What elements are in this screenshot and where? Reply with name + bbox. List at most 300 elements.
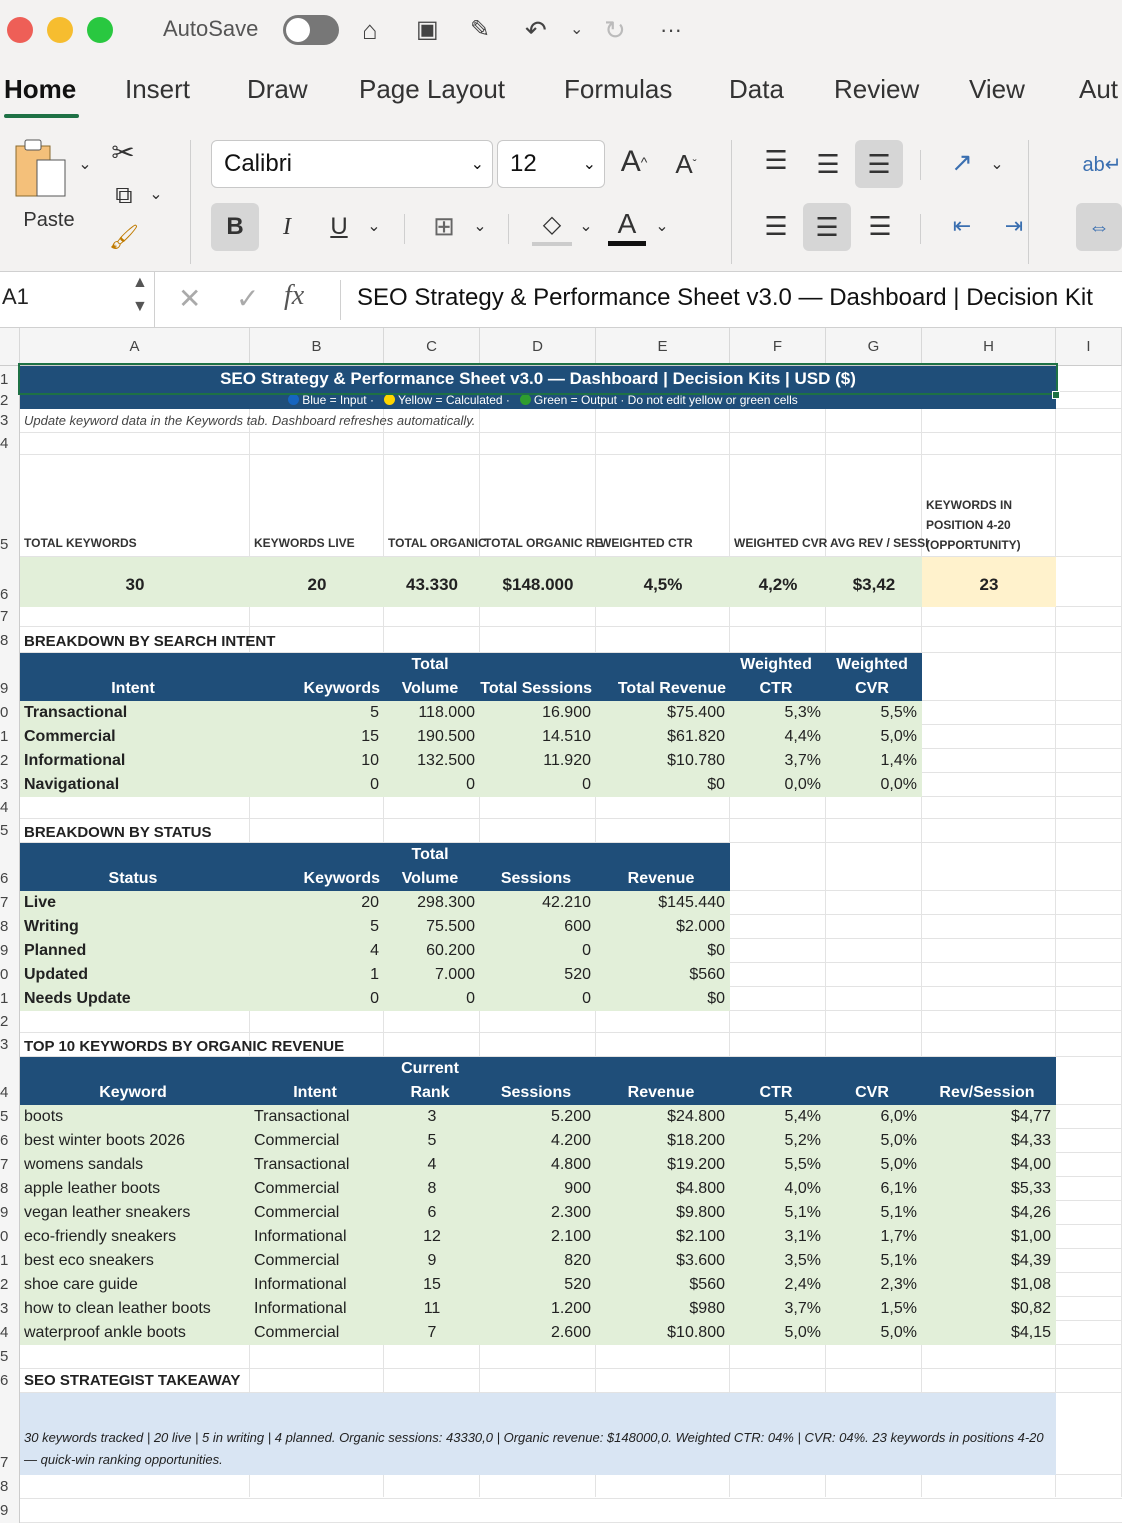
row-header[interactable]: 1 (0, 725, 20, 749)
status-cell[interactable]: $145.440 (596, 891, 730, 915)
top-cell[interactable]: best winter boots 2026 (20, 1129, 250, 1153)
cancel-icon[interactable]: ✕ (178, 283, 202, 314)
intent-header[interactable]: Total Volume (384, 653, 480, 701)
status-header[interactable]: Keywords (250, 843, 384, 891)
row-header[interactable]: 5 (0, 1105, 20, 1129)
cut-icon[interactable]: ✂ (111, 136, 135, 168)
intent-cell[interactable]: 5 (250, 701, 384, 725)
status-cell[interactable]: 4 (250, 939, 384, 963)
copy-dropdown-icon[interactable]: ⌄ (149, 186, 163, 203)
borders-dropdown-icon[interactable]: ⌄ (473, 218, 487, 235)
intent-cell[interactable]: Informational (20, 749, 250, 773)
top-cell[interactable]: 5,4% (730, 1105, 826, 1129)
row-header[interactable]: 3 (0, 1033, 20, 1057)
top-cell[interactable]: 5,1% (730, 1201, 826, 1225)
status-section-title: BREAKDOWN BY STATUS (24, 824, 212, 841)
status-cell[interactable]: Updated (20, 963, 250, 987)
name-box-stepper-down-icon[interactable]: ▼ (132, 298, 148, 315)
top-cell[interactable]: $4,33 (922, 1129, 1056, 1153)
intent-cell[interactable]: 118.000 (384, 701, 480, 725)
top-cell[interactable]: Informational (250, 1225, 384, 1249)
orientation-dropdown-icon[interactable]: ⌄ (990, 156, 1004, 173)
top-cell[interactable]: 520 (480, 1273, 596, 1297)
row-header[interactable]: 6 (0, 843, 20, 891)
row-header[interactable]: 2 (0, 749, 20, 773)
column-header-h[interactable]: H (922, 328, 1056, 366)
fill-color-icon[interactable]: ◇ (532, 206, 572, 246)
column-header-a[interactable]: A (20, 328, 250, 366)
top-cell[interactable]: 5,5% (730, 1153, 826, 1177)
formula-bar (0, 272, 1122, 328)
top-cell[interactable]: $2.100 (596, 1225, 730, 1249)
orientation-icon[interactable]: ↗ (951, 146, 973, 177)
font-name-value: Calibri (224, 150, 293, 177)
status-cell[interactable]: Live (20, 891, 250, 915)
bold-button[interactable]: B (211, 203, 259, 251)
top-cell[interactable]: $0,82 (922, 1297, 1056, 1321)
status-cell[interactable]: 520 (480, 963, 596, 987)
row-header[interactable]: 2 (0, 1273, 20, 1297)
top-cell[interactable]: Informational (250, 1273, 384, 1297)
row-header[interactable]: 6 (0, 1129, 20, 1153)
top-cell[interactable]: 1.200 (480, 1297, 596, 1321)
top-cell[interactable]: 1,5% (826, 1297, 922, 1321)
format-painter-icon[interactable]: 🖌 (108, 223, 140, 251)
top-cell[interactable]: Commercial (250, 1249, 384, 1273)
top-cell[interactable]: 11 (384, 1297, 480, 1321)
row-header[interactable]: 1 (0, 1249, 20, 1273)
row-header[interactable]: 9 (0, 939, 20, 963)
top-cell[interactable]: vegan leather sneakers (20, 1201, 250, 1225)
dashboard-title[interactable]: SEO Strategy & Performance Sheet v3.0 — Dashboard | Decision Kits | USD ($) (20, 366, 1056, 392)
column-header-g[interactable]: G (826, 328, 922, 366)
row-header[interactable]: 8 (0, 915, 20, 939)
top-cell[interactable]: Informational (250, 1297, 384, 1321)
top-cell[interactable]: $19.200 (596, 1153, 730, 1177)
row-header[interactable]: 8 (0, 1475, 20, 1499)
kpi-value[interactable]: $148.000 (480, 557, 596, 607)
top-header[interactable]: Intent (250, 1057, 384, 1105)
name-box[interactable]: A1 (2, 284, 29, 309)
column-header-d[interactable]: D (480, 328, 596, 366)
intent-section-title: BREAKDOWN BY SEARCH INTENT (24, 633, 276, 650)
intent-cell[interactable]: 14.510 (480, 725, 596, 749)
row-header[interactable]: 0 (0, 963, 20, 987)
intent-cell[interactable]: $10.780 (596, 749, 730, 773)
tab-formulas[interactable]: Formulas (564, 74, 673, 104)
intent-header[interactable]: Total Revenue (596, 653, 730, 701)
kpi-value[interactable]: 23 (922, 557, 1056, 607)
autosave-label: AutoSave (163, 16, 259, 41)
top-cell[interactable]: 4 (384, 1153, 480, 1177)
row-header[interactable]: 2 (0, 392, 20, 409)
worksheet-grid[interactable] (0, 328, 1122, 1519)
top-cell[interactable]: Commercial (250, 1321, 384, 1345)
top-cell[interactable]: 3,5% (730, 1249, 826, 1273)
paste-dropdown-icon[interactable]: ⌄ (78, 156, 92, 173)
tab-insert[interactable]: Insert (125, 74, 191, 104)
row-header[interactable]: 7 (0, 607, 20, 627)
intent-cell[interactable]: 10 (250, 749, 384, 773)
row-header[interactable]: 3 (0, 1297, 20, 1321)
underline-dropdown-icon[interactable]: ⌄ (367, 218, 381, 235)
top-cell[interactable]: 5,0% (826, 1129, 922, 1153)
top-cell[interactable]: 5,1% (826, 1249, 922, 1273)
row-header[interactable]: 7 (0, 1153, 20, 1177)
intent-cell[interactable]: $75.400 (596, 701, 730, 725)
intent-cell[interactable]: 5,0% (826, 725, 922, 749)
top-cell[interactable]: Commercial (250, 1177, 384, 1201)
legend-item: Do not edit yellow or green cells (627, 393, 798, 407)
wrap-text-icon[interactable]: ab↵ (1082, 153, 1122, 176)
top-cell[interactable]: $4,00 (922, 1153, 1056, 1177)
top-cell[interactable]: 3,7% (730, 1297, 826, 1321)
row-header[interactable]: 8 (0, 1177, 20, 1201)
top-cell[interactable]: Transactional (250, 1105, 384, 1129)
top-header[interactable]: Keyword (20, 1057, 250, 1105)
increase-font-icon[interactable]: A ^ (620, 145, 648, 178)
kpi-value[interactable]: 20 (250, 557, 384, 607)
status-cell[interactable]: Writing (20, 915, 250, 939)
top-cell[interactable]: Commercial (250, 1129, 384, 1153)
status-header[interactable]: Total Volume (384, 843, 480, 891)
name-box-stepper-up-icon[interactable]: ▲ (132, 274, 148, 291)
kpi-label: WEIGHTED CVR (734, 536, 828, 550)
intent-cell[interactable]: 1,4% (826, 749, 922, 773)
row-header[interactable]: 1 (0, 366, 20, 392)
status-cell[interactable]: 0 (480, 987, 596, 1011)
intent-cell[interactable]: 0,0% (826, 773, 922, 797)
intent-cell[interactable]: Navigational (20, 773, 250, 797)
fill-color-dropdown-icon[interactable]: ⌄ (579, 218, 593, 235)
top-cell[interactable]: shoe care guide (20, 1273, 250, 1297)
top-cell[interactable]: $980 (596, 1297, 730, 1321)
chevron-down-icon: ⌄ (470, 156, 484, 173)
row-header[interactable]: 7 (0, 1393, 20, 1475)
row-header[interactable]: 6 (0, 557, 20, 607)
selection-border (18, 363, 1058, 395)
kpi-label: KEYWORDS LIVE (254, 536, 355, 550)
row-header[interactable]: 6 (0, 1369, 20, 1393)
row-header[interactable]: 0 (0, 701, 20, 725)
font-color-icon[interactable]: A (608, 206, 646, 246)
kpi-label: TOTAL ORGANIC RE (484, 536, 603, 550)
status-cell[interactable]: 20 (250, 891, 384, 915)
top-header[interactable]: CTR (730, 1057, 826, 1105)
row-header[interactable]: 3 (0, 409, 20, 433)
top-cell[interactable]: how to clean leather boots (20, 1297, 250, 1321)
decrease-font-icon[interactable]: A ˇ (675, 148, 697, 179)
italic-button[interactable]: I (283, 213, 291, 240)
row-header[interactable]: 5 (0, 819, 20, 843)
top-cell[interactable]: 4.200 (480, 1129, 596, 1153)
top-cell[interactable]: 5,1% (826, 1201, 922, 1225)
ribbon (0, 122, 1122, 272)
align-left-icon[interactable]: ☰ (764, 210, 788, 241)
row-header[interactable]: 5 (0, 455, 20, 557)
legend-dot-icon (288, 394, 299, 405)
top-cell[interactable]: 5,2% (730, 1129, 826, 1153)
top-cell[interactable]: 1,7% (826, 1225, 922, 1249)
top-cell[interactable]: $5,33 (922, 1177, 1056, 1201)
status-cell[interactable]: $0 (596, 987, 730, 1011)
intent-cell[interactable]: Transactional (20, 701, 250, 725)
top-cell[interactable]: 2,3% (826, 1273, 922, 1297)
more-icon[interactable]: ··· (660, 17, 682, 42)
borders-icon[interactable]: ⊞ (433, 210, 455, 241)
row-header[interactable]: 9 (0, 1201, 20, 1225)
intent-header[interactable]: Weighted CVR (826, 653, 922, 701)
top-cell[interactable]: $24.800 (596, 1105, 730, 1129)
top-cell[interactable]: best eco sneakers (20, 1249, 250, 1273)
intent-cell[interactable]: 0 (384, 773, 480, 797)
status-cell[interactable]: 42.210 (480, 891, 596, 915)
intent-cell[interactable]: 5,3% (730, 701, 826, 725)
top-cell[interactable]: 5.200 (480, 1105, 596, 1129)
status-cell[interactable]: 298.300 (384, 891, 480, 915)
row-gridline (20, 1498, 1122, 1499)
kpi-label: TOTAL ORGANIC (388, 536, 487, 550)
intent-cell[interactable]: $0 (596, 773, 730, 797)
top-cell[interactable]: womens sandals (20, 1153, 250, 1177)
top-cell[interactable]: $18.200 (596, 1129, 730, 1153)
column-header-c[interactable]: C (384, 328, 480, 366)
takeaway-text[interactable]: 30 keywords tracked | 20 live | 5 in writing | 4 planned. Organic sessions: 43330,0 | Organic revenue: $148000,0. Weighted CTR: 04% | CVR: 04%. 23 keywords in positions 4-20 — quick-win ranking opportunities. (20, 1393, 1056, 1475)
top-cell[interactable]: 2.100 (480, 1225, 596, 1249)
takeaway-section-title: SEO STRATEGIST TAKEAWAY (24, 1372, 241, 1389)
row-header[interactable]: 9 (0, 653, 20, 701)
intent-cell[interactable]: 11.920 (480, 749, 596, 773)
row-header[interactable]: 4 (0, 433, 20, 455)
top-cell[interactable]: 8 (384, 1177, 480, 1201)
font-size-select[interactable] (497, 140, 605, 188)
status-cell[interactable]: 60.200 (384, 939, 480, 963)
kpi-value[interactable]: 43.330 (384, 557, 480, 607)
top-cell[interactable]: $10.800 (596, 1321, 730, 1345)
top-cell[interactable]: $4,39 (922, 1249, 1056, 1273)
top-cell[interactable]: $560 (596, 1273, 730, 1297)
row-header[interactable]: 0 (0, 1225, 20, 1249)
fill-handle[interactable] (1052, 391, 1060, 399)
instruction-note: Update keyword data in the Keywords tab. Dashboard refreshes automatically. (24, 413, 476, 428)
top-cell[interactable]: eco-friendly sneakers (20, 1225, 250, 1249)
enter-icon[interactable]: ✓ (236, 283, 260, 314)
kpi-value[interactable]: 4,5% (596, 557, 730, 607)
top-cell[interactable]: 5,0% (826, 1321, 922, 1345)
intent-cell[interactable]: 3,7% (730, 749, 826, 773)
align-right-icon[interactable]: ☰ (868, 210, 892, 241)
intent-cell[interactable]: 0,0% (730, 773, 826, 797)
intent-cell[interactable]: 0 (250, 773, 384, 797)
row-header[interactable]: 4 (0, 797, 20, 819)
top-cell[interactable]: 6,0% (826, 1105, 922, 1129)
intent-cell[interactable]: 16.900 (480, 701, 596, 725)
zoom-window-button[interactable] (87, 17, 113, 43)
top-cell[interactable]: $4,26 (922, 1201, 1056, 1225)
title-bar (0, 0, 1122, 62)
row-header[interactable]: 4 (0, 1057, 20, 1105)
status-cell[interactable]: $560 (596, 963, 730, 987)
intent-cell[interactable]: 190.500 (384, 725, 480, 749)
top-header[interactable]: CVR (826, 1057, 922, 1105)
intent-cell[interactable]: 15 (250, 725, 384, 749)
top-header[interactable]: Current Rank (384, 1057, 480, 1105)
status-cell[interactable]: Needs Update (20, 987, 250, 1011)
top-cell[interactable]: Transactional (250, 1153, 384, 1177)
intent-cell[interactable]: 5,5% (826, 701, 922, 725)
top-cell[interactable]: 5,0% (730, 1321, 826, 1345)
decrease-indent-icon[interactable]: ⇤ (952, 213, 972, 238)
save-as-icon[interactable]: ✎ (470, 16, 491, 43)
top-cell[interactable]: $1,00 (922, 1225, 1056, 1249)
status-cell[interactable]: Planned (20, 939, 250, 963)
intent-cell[interactable]: Commercial (20, 725, 250, 749)
intent-cell[interactable]: 132.500 (384, 749, 480, 773)
minimize-window-button[interactable] (47, 17, 73, 43)
top-cell[interactable]: 900 (480, 1177, 596, 1201)
status-header[interactable]: Sessions (480, 843, 596, 891)
status-header[interactable]: Status (20, 843, 250, 891)
intent-header[interactable]: Total Sessions (480, 653, 596, 701)
status-cell[interactable]: 600 (480, 915, 596, 939)
top-header[interactable]: Revenue (596, 1057, 730, 1105)
align-top-icon[interactable]: ☰ (764, 144, 788, 175)
top-cell[interactable]: 7 (384, 1321, 480, 1345)
paste-label[interactable]: Paste (23, 208, 75, 231)
top-cell[interactable]: apple leather boots (20, 1177, 250, 1201)
tab-review[interactable]: Review (834, 74, 920, 104)
align-center-icon[interactable]: ☰ (803, 203, 851, 251)
status-cell[interactable]: $0 (596, 939, 730, 963)
row-header[interactable]: 3 (0, 773, 20, 797)
column-header-b[interactable]: B (250, 328, 384, 366)
status-cell[interactable]: 5 (250, 915, 384, 939)
tab-automate[interactable]: Aut (1079, 74, 1119, 104)
top-cell[interactable]: boots (20, 1105, 250, 1129)
top-cell[interactable]: 9 (384, 1249, 480, 1273)
align-middle-icon[interactable]: ☰ (816, 148, 840, 179)
select-all-corner[interactable] (0, 328, 20, 366)
tab-draw[interactable]: Draw (247, 74, 308, 104)
column-header-f[interactable]: F (730, 328, 826, 366)
redo-icon[interactable]: ↻ (604, 15, 626, 45)
status-cell[interactable]: 0 (384, 987, 480, 1011)
column-header-i[interactable]: I (1056, 328, 1122, 366)
intent-header[interactable]: Intent (20, 653, 250, 701)
top-cell[interactable]: 2,4% (730, 1273, 826, 1297)
tab-data[interactable]: Data (729, 74, 784, 104)
undo-dropdown-icon[interactable]: ⌄ (570, 21, 584, 38)
top-header[interactable]: Rev/Session (922, 1057, 1056, 1105)
top-cell[interactable]: 5,0% (826, 1153, 922, 1177)
kpi-value[interactable]: 30 (20, 557, 250, 607)
status-cell[interactable]: 75.500 (384, 915, 480, 939)
tab-home[interactable]: Home (4, 74, 77, 104)
column-header-e[interactable]: E (596, 328, 730, 366)
top-cell[interactable]: 6,1% (826, 1177, 922, 1201)
row-header[interactable]: 9 (0, 1499, 20, 1523)
row-header[interactable]: 2 (0, 1011, 20, 1033)
active-tab-indicator (4, 114, 79, 118)
top-cell[interactable]: $4,77 (922, 1105, 1056, 1129)
copy-icon[interactable]: ⧉ (115, 182, 133, 209)
top-cell[interactable]: 12 (384, 1225, 480, 1249)
top-cell[interactable]: 2.600 (480, 1321, 596, 1345)
close-window-button[interactable] (7, 17, 33, 43)
top-cell[interactable]: $4.800 (596, 1177, 730, 1201)
paste-icon[interactable] (10, 136, 72, 202)
legend-item: Blue = Input · (302, 393, 374, 407)
intent-cell[interactable]: 4,4% (730, 725, 826, 749)
status-cell[interactable]: $2.000 (596, 915, 730, 939)
top-cell[interactable]: 820 (480, 1249, 596, 1273)
top-cell[interactable]: 4,0% (730, 1177, 826, 1201)
row-header[interactable]: 1 (0, 987, 20, 1011)
legend-separator: · (616, 393, 628, 407)
row-header[interactable]: 8 (0, 627, 20, 653)
top-cell[interactable]: 15 (384, 1273, 480, 1297)
tab-view[interactable]: View (969, 74, 1025, 104)
undo-icon[interactable]: ↶ (525, 15, 547, 45)
intent-cell[interactable]: 0 (480, 773, 596, 797)
formula-input[interactable]: SEO Strategy & Performance Sheet v3.0 — Dashboard | Decision Kit (357, 284, 1093, 311)
top-header[interactable]: Sessions (480, 1057, 596, 1105)
status-cell[interactable]: 7.000 (384, 963, 480, 987)
row-header[interactable]: 7 (0, 891, 20, 915)
top-cell[interactable]: $3.600 (596, 1249, 730, 1273)
top-cell[interactable]: 2.300 (480, 1201, 596, 1225)
intent-header[interactable]: Weighted CTR (730, 653, 826, 701)
underline-button[interactable]: U (330, 213, 348, 240)
status-cell[interactable]: 0 (480, 939, 596, 963)
top-cell[interactable]: 5 (384, 1129, 480, 1153)
row-header[interactable]: 4 (0, 1321, 20, 1345)
top-cell[interactable]: $4,15 (922, 1321, 1056, 1345)
legend-dot-icon (384, 394, 395, 405)
autosave-toggle[interactable] (283, 15, 339, 45)
function-icon[interactable]: fx (284, 280, 305, 311)
chevron-down-icon: ⌄ (582, 156, 596, 173)
top-cell[interactable]: 6 (384, 1201, 480, 1225)
top-cell[interactable]: $1,08 (922, 1273, 1056, 1297)
font-name-select[interactable] (211, 140, 493, 188)
status-cell[interactable]: 0 (250, 987, 384, 1011)
merge-center-icon[interactable]: ⇔ (1076, 203, 1122, 251)
home-icon[interactable]: ⌂ (362, 15, 378, 45)
tab-page-layout[interactable]: Page Layout (359, 74, 506, 104)
top-cell[interactable]: 3 (384, 1105, 480, 1129)
font-color-dropdown-icon[interactable]: ⌄ (655, 218, 669, 235)
top-cell[interactable]: waterproof ankle boots (20, 1321, 250, 1345)
status-header[interactable]: Revenue (596, 843, 730, 891)
top-cell[interactable]: 4.800 (480, 1153, 596, 1177)
ribbon-tabs (0, 62, 1122, 122)
kpi-label: TOTAL KEYWORDS (24, 536, 137, 550)
intent-cell[interactable]: $61.820 (596, 725, 730, 749)
legend-item: Green = Output (533, 393, 617, 407)
save-icon[interactable]: ▣ (416, 16, 439, 43)
top-cell[interactable]: 3,1% (730, 1225, 826, 1249)
top-cell[interactable]: $9.800 (596, 1201, 730, 1225)
increase-indent-icon[interactable]: ⇥ (1004, 213, 1024, 238)
status-cell[interactable]: 1 (250, 963, 384, 987)
intent-header[interactable]: Keywords (250, 653, 384, 701)
kpi-value[interactable]: 4,2% (730, 557, 826, 607)
top-cell[interactable]: Commercial (250, 1201, 384, 1225)
row-header[interactable]: 5 (0, 1345, 20, 1369)
kpi-value[interactable]: $3,42 (826, 557, 922, 607)
align-bottom-icon[interactable]: ☰ (855, 140, 903, 188)
